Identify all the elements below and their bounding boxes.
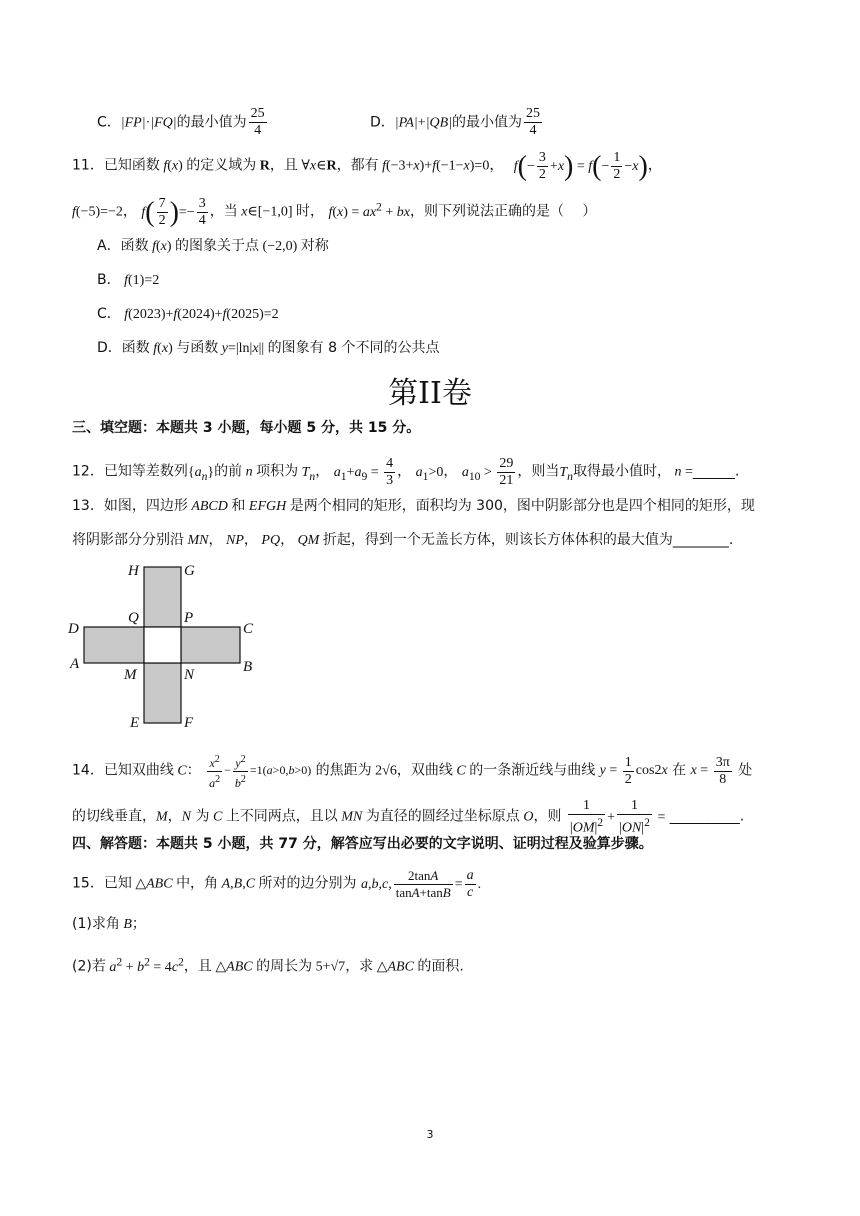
q15-part1: (1)求角 B； xyxy=(72,916,146,932)
shade-right xyxy=(181,627,240,663)
q11-option-c: C． f(2023)+f(2024)+f(2025)=2 xyxy=(97,306,279,322)
q12-stem: 12．已知等差数列$\{a_n\}$的前 n 项积为 $T_n$， $a_1+a_9$ = $\frac{4}{3}$ ， $a_1>0$， $a_{10}$ > $\frac{29}{21}$ ，则当$T_n$取得最小值时， n =______. xyxy=(72,456,740,488)
section3-header: 三、填空题：本题共 3 小题，每小题 5 分，共 15 分。 xyxy=(72,420,421,436)
shade-bottom xyxy=(144,663,181,723)
label-h: H xyxy=(128,563,139,579)
section4-header: 四、解答题：本题共 5 小题，共 77 分，解答应写出必要的文字说明、证明过程及验算步骤。 xyxy=(72,836,653,852)
q10-option-d: D．|PA|+|QB|的最小值为 $\frac{25}{4}$ xyxy=(370,106,541,138)
label-q: Q xyxy=(128,610,139,626)
q14-stem-line2: 的切线垂直，M，N 为 C 上不同两点，且以 MN 为直径的圆经过坐标原点 O，则 $\frac{1}{|OM|^2}$ + $\frac{1}{|ON|^2}$ = __________. xyxy=(72,798,745,836)
cross-figure xyxy=(60,555,280,735)
q13-stem-line2: 将阴影部分分别沿 MN， NP， PQ， QM 折起，得到一个无盖长方体，则该长方体体积的最大值为________. xyxy=(72,532,734,548)
q11-stem-line1: 11．已知函数 f(x) 的定义域为 R，且 ∀x∈R，都有 f(−3+x)+f(−1−x)=0， f(− $\frac{3}{2}$ +x) = f(− $\frac{1}{2}$ −x)， xyxy=(72,150,662,182)
q11-stem-line2: f(−5)=−2， f( $\frac{7}{2}$ )=− $\frac{3}{4}$ ，当 x∈[−1,0] 时， $f(x) = ax^2$ + bx，则下列说法正确的是（ ） xyxy=(72,196,597,228)
section-title: 第II卷 xyxy=(388,376,472,411)
q15-part2: (2)若 $a^2 + b^2 = 4c^2$，且 △ABC 的周长为 5+√7，求 △ABC 的面积. xyxy=(72,955,464,975)
label-f: F xyxy=(184,715,194,731)
q10-option-c: C．|FP|·|FQ|的最小值为 $\frac{25}{4}$ xyxy=(97,106,265,138)
q15-stem: 15．已知 △ABC 中，角 A,B,C 所对的边分别为 a,b,c, $\frac{2\tan A}{\tan A+\tan B}$ = $\frac{a}{c}$ . xyxy=(72,868,482,900)
label-c: C xyxy=(243,621,254,637)
q11-option-b: B． f(1)=2 xyxy=(97,272,160,288)
page-number: 3 xyxy=(426,1128,434,1141)
shade-left xyxy=(84,627,144,663)
label-p: P xyxy=(184,610,194,626)
q11-option-d: D．函数 f(x) 与函数 y=|ln|x|| 的图象有 8 个不同的公共点 xyxy=(97,340,440,356)
label-n: N xyxy=(184,667,195,683)
label-g: G xyxy=(184,563,195,579)
shade-top xyxy=(144,567,181,627)
q11-option-a: A．函数 f(x) 的图象关于点 (−2,0) 对称 xyxy=(97,238,329,254)
label-m: M xyxy=(124,667,137,683)
label-a: A xyxy=(70,656,80,672)
center-square xyxy=(144,627,181,663)
label-b: B xyxy=(243,659,253,675)
label-e: E xyxy=(130,715,140,731)
q14-stem-line1: 14．已知双曲线 C： $\frac{x^2}{a^2}$ − $\frac{y^2}{b^2}$ =1(a>0,b>0) 的焦距为 2√6，双曲线 C 的一条渐近线与曲线 y = $\frac{1}{2}$ cos2x 在 x = $\frac{3\pi}{8}$ 处 xyxy=(72,754,753,790)
label-d: D xyxy=(68,621,79,637)
q13-stem-line1: 13．如图，四边形 ABCD 和 EFGH 是两个相同的矩形，面积均为 300，图中阴影部分也是四个相同的矩形，现 xyxy=(72,498,755,514)
